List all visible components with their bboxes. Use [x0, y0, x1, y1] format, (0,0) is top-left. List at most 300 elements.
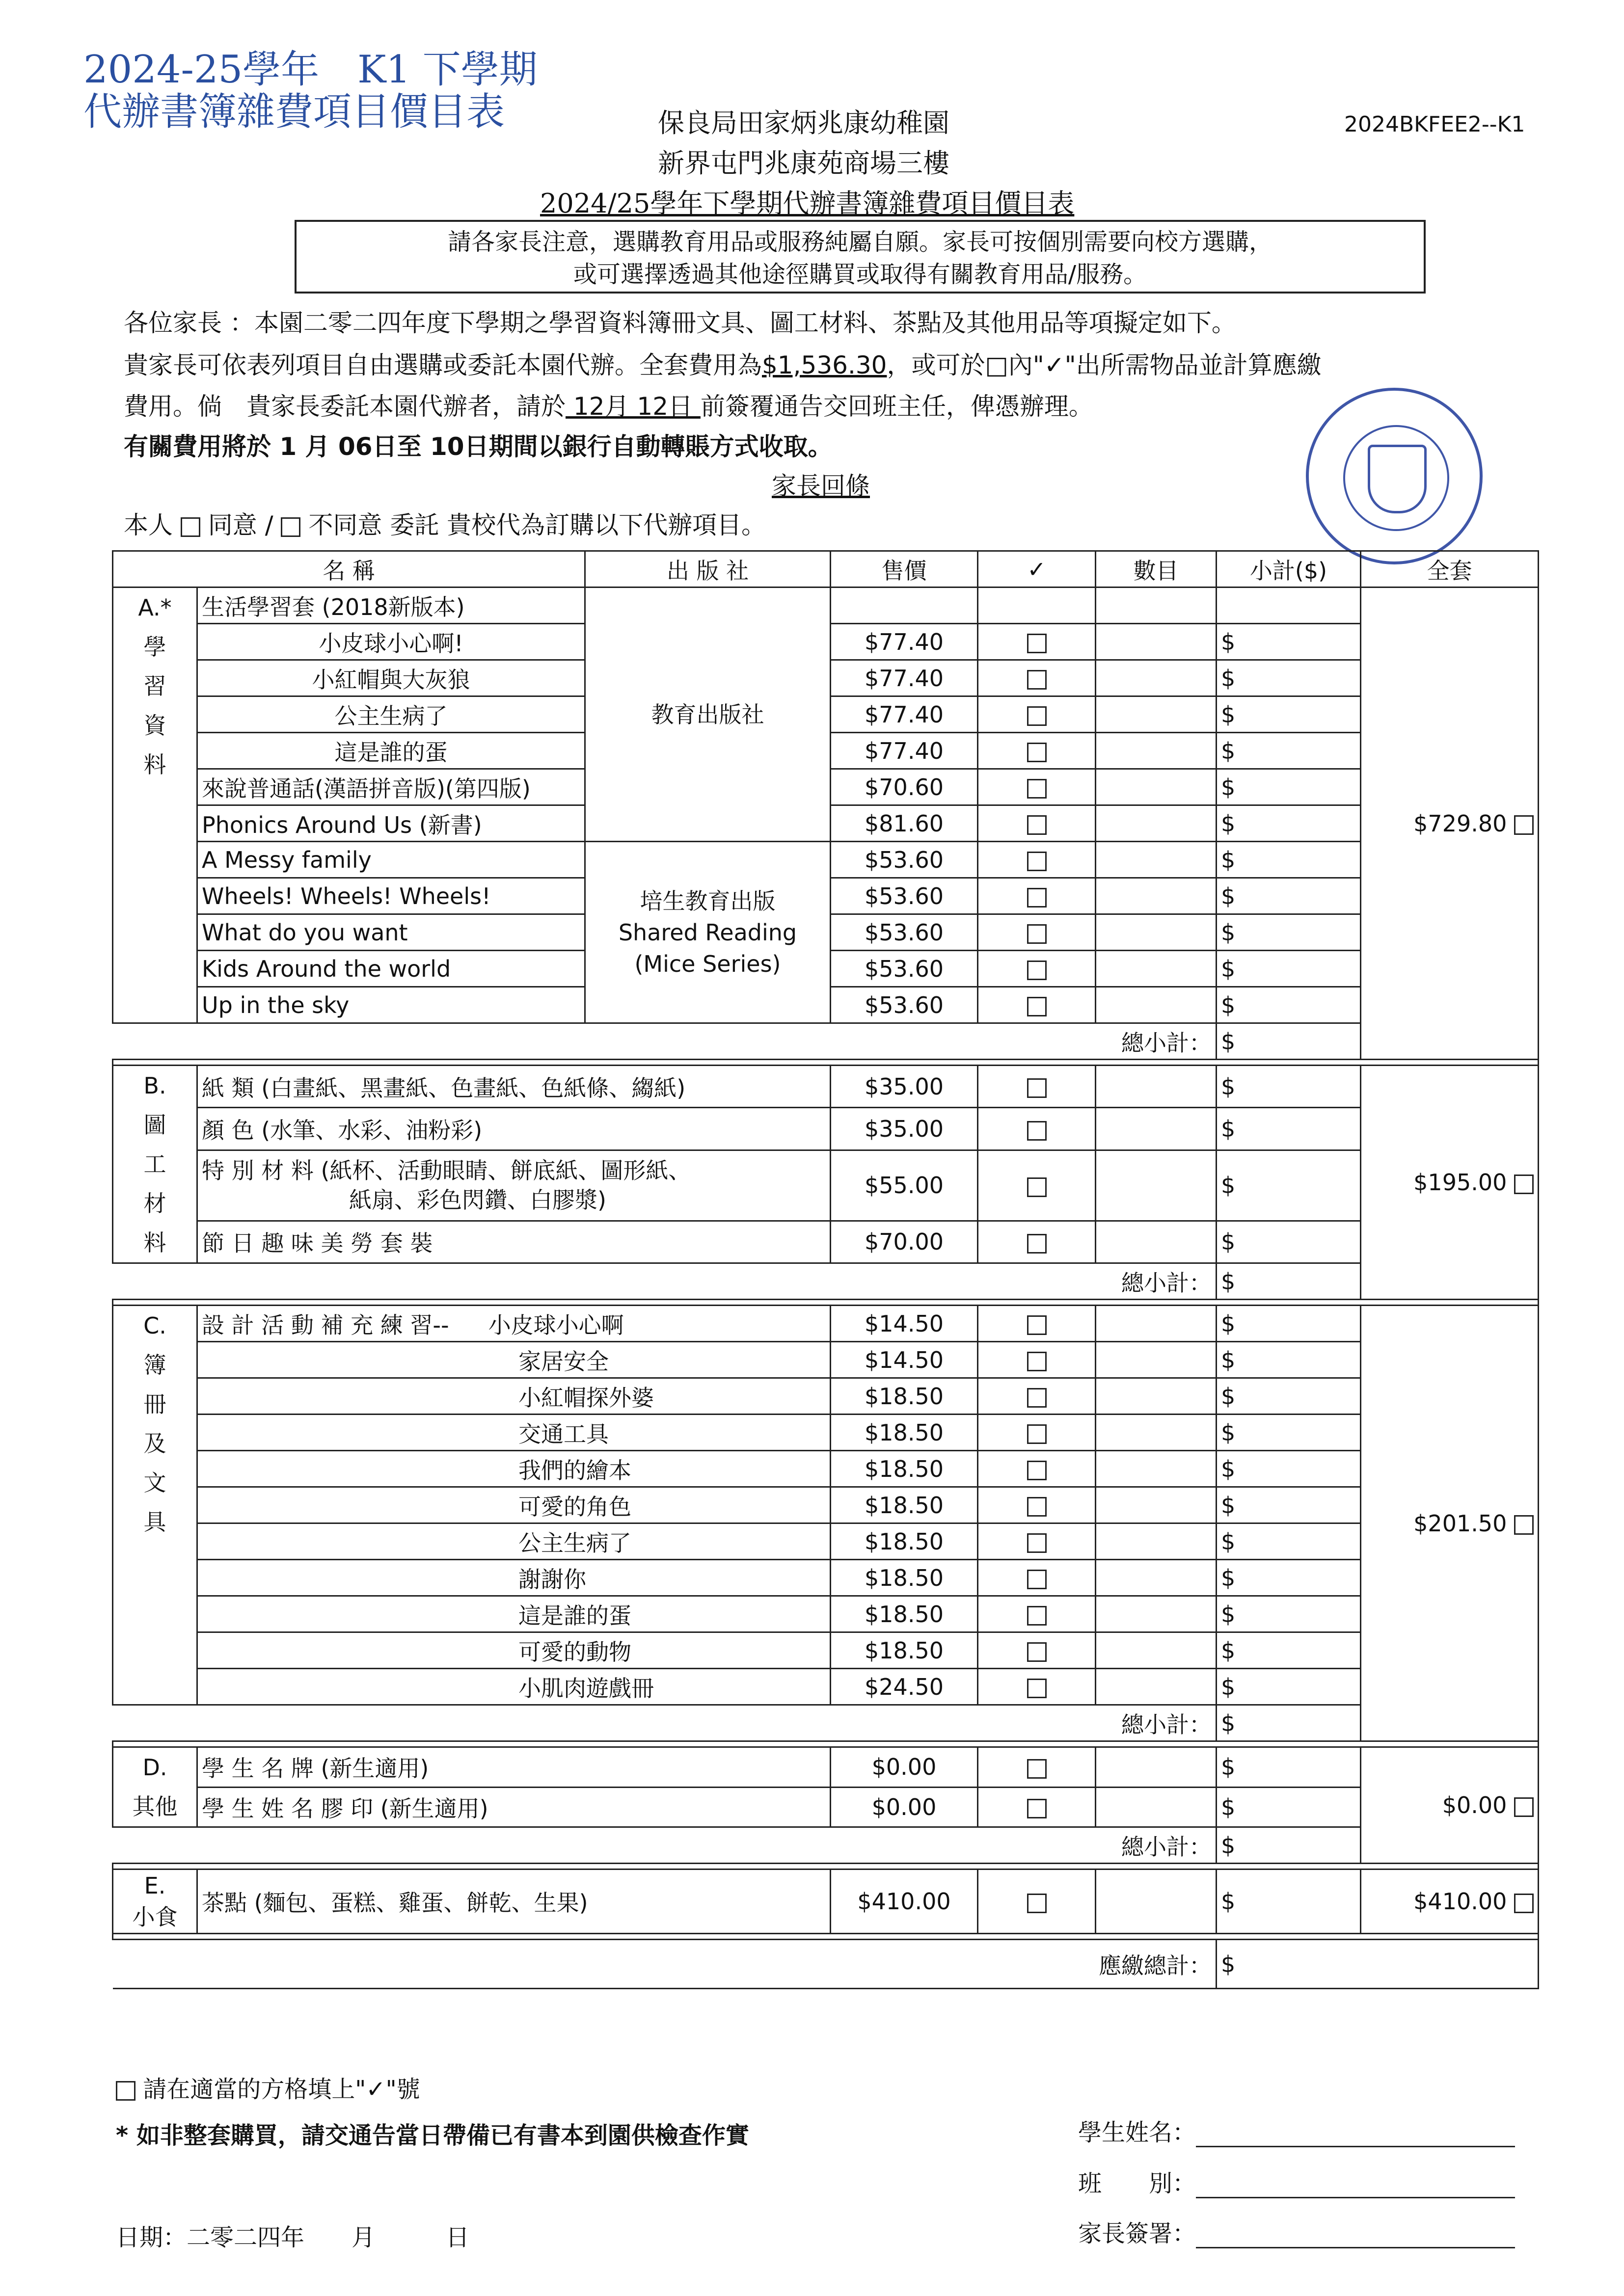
table-row	[113, 1632, 1539, 1669]
item-name	[197, 1487, 831, 1523]
full-set-price: $201.50	[1413, 1510, 1514, 1537]
consent-line	[124, 506, 766, 541]
item-name: 學 生 名 牌 (新生適用)	[197, 1747, 831, 1788]
para-1: 各位家長 ：本園二零二四年度下學期之學習資料簿冊文具、圖工材料、茶點及其他用品等項擬定如下。	[124, 309, 1236, 337]
quantity-cell[interactable]	[1096, 1066, 1217, 1108]
subtotal-cell[interactable]: $	[1217, 733, 1361, 769]
check-cell	[978, 805, 1096, 842]
header-publisher: 出 版 社	[585, 551, 831, 587]
item-checkbox[interactable]	[1027, 1894, 1047, 1913]
item-title: 這是誰的蛋	[518, 1602, 631, 1629]
price-cell: $77.40	[831, 696, 978, 733]
price-cell: $77.40	[831, 660, 978, 696]
item-title: 謝謝你	[518, 1566, 586, 1593]
item-name: 學 生 姓 名 膠 印 (新生適用)	[197, 1787, 831, 1827]
table-row	[113, 1747, 1539, 1788]
item-title: 家居安全	[518, 1348, 609, 1375]
parent-sign-label: 家長簽署：	[1078, 2220, 1196, 2247]
price-cell: $18.50	[831, 1560, 978, 1596]
gap-cell	[113, 1060, 1539, 1066]
price-cell: $18.50	[831, 1451, 978, 1487]
fee-table	[112, 550, 1539, 1989]
quantity-cell[interactable]	[1096, 1451, 1217, 1487]
quantity-cell[interactable]	[1096, 1108, 1217, 1150]
blank-cell	[1096, 587, 1217, 624]
table-row	[113, 1415, 1539, 1451]
price-cell: $18.50	[831, 1596, 978, 1632]
notice-line-2: 或可選擇透過其他途徑購買或取得有關教育用品/服務。	[573, 261, 1147, 288]
check-cell	[978, 624, 1096, 660]
student-name-label: 學生姓名：	[1078, 2119, 1196, 2146]
para-3	[124, 387, 1093, 422]
check-cell	[978, 1415, 1096, 1451]
item-name: Phonics Around Us (新書)	[197, 805, 585, 842]
item-checkbox[interactable]	[1027, 1461, 1047, 1480]
subtotal-row	[113, 1263, 1539, 1300]
school-name: 保良局田家炳兆康幼稚園	[658, 107, 949, 138]
publisher-2: 培生教育出版 Shared Reading (Mice Series)	[585, 842, 831, 1023]
subtotal-cell[interactable]: $	[1217, 1150, 1361, 1221]
check-cell	[978, 1487, 1096, 1523]
item-name	[197, 1669, 831, 1705]
section-subtotal-cell[interactable]: $	[1217, 1263, 1361, 1300]
section-e-full-set	[1361, 1869, 1539, 1934]
item-checkbox[interactable]	[1027, 888, 1047, 908]
item-name	[197, 1378, 831, 1415]
price-cell: $77.40	[831, 624, 978, 660]
price-cell: $18.50	[831, 1523, 978, 1560]
subtotal-cell[interactable]: $	[1217, 1306, 1361, 1342]
item-name	[197, 1560, 831, 1596]
item-name: 這是誰的蛋	[197, 733, 585, 769]
subtotal-cell[interactable]: $	[1217, 878, 1361, 914]
item-checkbox[interactable]	[1027, 1533, 1047, 1553]
check-cell	[978, 1523, 1096, 1560]
item-checkbox[interactable]	[1027, 743, 1047, 762]
subtotal-cell[interactable]: $	[1217, 1560, 1361, 1596]
full-set-checkbox[interactable]	[1514, 1515, 1534, 1535]
price-cell: $81.60	[831, 805, 978, 842]
item-checkbox[interactable]	[1027, 1352, 1047, 1371]
price-cell: $18.50	[831, 1378, 978, 1415]
item-checkbox[interactable]	[1027, 1234, 1047, 1254]
subtotal-cell[interactable]: $	[1217, 914, 1361, 951]
school-stamp	[1306, 388, 1483, 564]
price-cell: $70.60	[831, 769, 978, 805]
shield-icon	[1368, 445, 1427, 513]
quantity-cell[interactable]	[1096, 1221, 1217, 1263]
grand-total-cell[interactable]: $	[1217, 1940, 1539, 1989]
subtotal-label: 總小計：	[113, 1263, 1217, 1300]
grand-total-label: 應繳總計：	[113, 1940, 1217, 1989]
price-cell: $410.00	[831, 1869, 978, 1934]
check-cell	[978, 769, 1096, 805]
check-cell	[978, 1596, 1096, 1632]
table-row	[113, 842, 1539, 878]
item-checkbox[interactable]	[1027, 670, 1047, 690]
item-title: 交通工具	[518, 1420, 609, 1447]
quantity-cell[interactable]	[1096, 1632, 1217, 1669]
agree-label: 同意 /	[208, 511, 273, 539]
price-cell: $18.50	[831, 1415, 978, 1451]
item-checkbox[interactable]	[1027, 1570, 1047, 1589]
table-row	[113, 587, 1539, 624]
section-gap	[113, 1060, 1539, 1066]
item-checkbox[interactable]	[1027, 1388, 1047, 1408]
parent-sign-field[interactable]	[1196, 2222, 1515, 2248]
subtotal-cell[interactable]: $	[1217, 1415, 1361, 1451]
quantity-cell[interactable]	[1096, 1596, 1217, 1632]
price-cell: $0.00	[831, 1747, 978, 1788]
quantity-cell[interactable]	[1096, 769, 1217, 805]
subtotal-label: 總小計：	[113, 1023, 1217, 1060]
item-checkbox[interactable]	[1027, 1424, 1047, 1444]
subtotal-cell[interactable]: $	[1217, 1221, 1361, 1263]
check-cell	[978, 1306, 1096, 1342]
subtotal-row	[113, 1023, 1539, 1060]
item-name: 公主生病了	[197, 696, 585, 733]
price-cell: $14.50	[831, 1306, 978, 1342]
quantity-cell[interactable]	[1096, 1342, 1217, 1378]
item-checkbox[interactable]	[1027, 1679, 1047, 1698]
footnote-check	[116, 2070, 420, 2104]
disagree-label: 不同意 委託 貴校代為訂購以下代辦項目。	[308, 511, 766, 539]
table-row	[113, 1221, 1539, 1263]
item-name: 來說普通話(漢語拼音版)(第四版)	[197, 769, 585, 805]
gap-cell	[113, 1300, 1539, 1306]
quantity-cell[interactable]	[1096, 914, 1217, 951]
check-cell	[978, 1066, 1096, 1108]
table-row	[113, 1787, 1539, 1827]
subtotal-row	[113, 1705, 1539, 1741]
grand-total-row	[113, 1940, 1539, 1989]
consent-prefix: 本人	[124, 511, 173, 539]
publisher-1: 教育出版社	[585, 587, 831, 842]
item-name: Up in the sky	[197, 987, 585, 1023]
quantity-cell[interactable]	[1096, 878, 1217, 914]
parent-sign-row	[1078, 2215, 1515, 2248]
table-row	[113, 1596, 1539, 1632]
subtotal-cell[interactable]: $	[1217, 1787, 1361, 1827]
check-cell	[978, 878, 1096, 914]
subtotal-cell[interactable]: $	[1217, 1669, 1361, 1705]
item-prefix: 設 計 活 動 補 充 練 習--	[202, 1311, 449, 1338]
quantity-cell[interactable]	[1096, 1787, 1217, 1827]
quantity-cell[interactable]	[1096, 660, 1217, 696]
item-name	[197, 1306, 831, 1342]
subtotal-cell[interactable]: $	[1217, 1378, 1361, 1415]
subtotal-cell[interactable]: $	[1217, 1108, 1361, 1150]
check-cell	[978, 914, 1096, 951]
quantity-cell[interactable]	[1096, 1487, 1217, 1523]
item-name: 小紅帽與大灰狼	[197, 660, 585, 696]
price-cell: $53.60	[831, 951, 978, 987]
gap-cell	[113, 1741, 1539, 1747]
full-set-checkbox[interactable]	[1514, 1894, 1534, 1913]
quantity-cell[interactable]	[1096, 842, 1217, 878]
item-checkbox[interactable]	[1027, 706, 1047, 726]
subtotal-cell[interactable]: $	[1217, 1451, 1361, 1487]
item-checkbox[interactable]	[1027, 997, 1047, 1016]
item-checkbox[interactable]	[1027, 1121, 1047, 1141]
quantity-cell[interactable]	[1096, 805, 1217, 842]
gap-cell	[113, 1864, 1539, 1869]
section-c-label: C. 簿 冊 及 文 具	[113, 1306, 197, 1705]
check-cell	[978, 1342, 1096, 1378]
full-set-price: $0.00	[1442, 1792, 1514, 1818]
check-cell	[978, 1451, 1096, 1487]
agree-checkbox[interactable]	[181, 517, 200, 537]
para-3-a: 費用。倘 貴家長委託本園代辦者，請於	[124, 392, 566, 421]
table-row	[113, 1487, 1539, 1523]
header-name: 名 稱	[113, 551, 585, 587]
class-field[interactable]	[1196, 2172, 1515, 2198]
item-name-cont: 紙扇、彩色閃鑽、白膠漿)	[349, 1187, 606, 1214]
full-set-price: $410.00	[1413, 1888, 1514, 1915]
return-date: 12月 12日	[566, 392, 701, 421]
subtotal-row	[113, 1827, 1539, 1864]
check-cell	[978, 696, 1096, 733]
item-checkbox[interactable]	[1027, 1497, 1047, 1517]
quantity-cell[interactable]	[1096, 1747, 1217, 1788]
item-checkbox[interactable]	[1027, 1799, 1047, 1818]
item-name: 小皮球小心啊!	[197, 624, 585, 660]
item-checkbox[interactable]	[1027, 815, 1047, 835]
table-row	[113, 1306, 1539, 1342]
section-c-full-set	[1361, 1306, 1539, 1741]
reply-title: 家長回條	[772, 472, 870, 500]
table-row	[113, 1669, 1539, 1705]
section-e-label: E. 小食	[113, 1869, 197, 1934]
item-title: 可愛的角色	[518, 1493, 631, 1520]
subtotal-cell[interactable]: $	[1217, 1342, 1361, 1378]
section-subtotal-cell[interactable]: $	[1217, 1705, 1361, 1741]
quantity-cell[interactable]	[1096, 624, 1217, 660]
header-full-set: 全套	[1361, 551, 1539, 587]
table-row	[113, 1150, 1539, 1221]
table-row	[113, 1342, 1539, 1378]
subtotal-cell[interactable]: $	[1217, 1523, 1361, 1560]
price-cell: $53.60	[831, 842, 978, 878]
item-title: 公主生病了	[518, 1529, 631, 1556]
table-row	[113, 1869, 1539, 1934]
para-2-b: ，或可於□內"✓"出所需物品並計算應繳	[887, 351, 1322, 379]
quantity-cell[interactable]	[1096, 1669, 1217, 1705]
section-a-full-set	[1361, 587, 1539, 1060]
price-cell: $14.50	[831, 1342, 978, 1378]
full-set-checkbox[interactable]	[1514, 815, 1534, 835]
price-cell: $24.50	[831, 1669, 978, 1705]
item-checkbox[interactable]	[1027, 924, 1047, 944]
quantity-cell[interactable]	[1096, 1560, 1217, 1596]
item-name: Wheels! Wheels! Wheels!	[197, 878, 585, 914]
date-label: 日期：二零二四年 月 日	[116, 2224, 470, 2251]
quantity-cell[interactable]	[1096, 951, 1217, 987]
student-name-field[interactable]	[1196, 2121, 1515, 2147]
item-title: 可愛的動物	[518, 1638, 631, 1665]
para-4: 有關費用將於 1 月 06日至 10日期間以銀行自動轉賬方式收取。	[124, 432, 833, 461]
disagree-checkbox[interactable]	[281, 517, 300, 537]
quantity-cell[interactable]	[1096, 987, 1217, 1023]
item-title: 小肌肉遊戲冊	[518, 1675, 654, 1702]
section-b-label: B. 圖 工 材 料	[113, 1066, 197, 1263]
subtotal-cell[interactable]: $	[1217, 951, 1361, 987]
price-cell: $53.60	[831, 878, 978, 914]
table-row	[113, 1560, 1539, 1596]
quantity-cell[interactable]	[1096, 1523, 1217, 1560]
section-b-full-set	[1361, 1066, 1539, 1300]
subtotal-cell[interactable]: $	[1217, 660, 1361, 696]
header-check: ✓	[978, 551, 1096, 587]
subtotal-cell[interactable]: $	[1217, 805, 1361, 842]
group-title: 生活學習套 (2018新版本)	[197, 587, 585, 624]
section-gap	[113, 1934, 1539, 1940]
blank-cell	[978, 587, 1096, 624]
item-name	[197, 1523, 831, 1560]
subtotal-cell[interactable]: $	[1217, 1066, 1361, 1108]
item-checkbox[interactable]	[1027, 1606, 1047, 1626]
quantity-cell[interactable]	[1096, 1306, 1217, 1342]
footnote-star: * 如非整套購買，請交通告當日帶備已有書本到園供檢查作實	[116, 2122, 749, 2149]
item-checkbox[interactable]	[1027, 1759, 1047, 1779]
student-name-row	[1078, 2113, 1515, 2147]
section-gap	[113, 1741, 1539, 1747]
check-cell	[978, 733, 1096, 769]
check-cell	[978, 1378, 1096, 1415]
quantity-cell[interactable]	[1096, 733, 1217, 769]
check-cell	[978, 1632, 1096, 1669]
subtotal-cell[interactable]: $	[1217, 1487, 1361, 1523]
blank-cell	[1217, 587, 1361, 624]
price-cell: $35.00	[831, 1066, 978, 1108]
title-line-2: 代辦書簿雜費項目價目表	[83, 90, 505, 134]
item-name: 顏 色 (水筆、水彩、油粉彩)	[197, 1108, 831, 1150]
item-title: 小皮球小心啊	[488, 1311, 624, 1338]
full-set-price: $195.00	[1413, 1169, 1514, 1196]
item-name: 特 別 材 料 (紙杯、活動眼睛、餅底紙、圖形紙、 紙扇、彩色閃鑽、白膠漿)	[197, 1150, 831, 1221]
item-checkbox[interactable]	[1027, 1315, 1047, 1335]
section-d-full-set	[1361, 1747, 1539, 1864]
item-checkbox[interactable]	[1027, 1078, 1047, 1098]
quantity-cell[interactable]	[1096, 1869, 1217, 1934]
section-subtotal-cell[interactable]: $	[1217, 1827, 1361, 1864]
item-title: 我們的繪本	[518, 1457, 631, 1484]
doc-code: 2024BKFEE2--K1	[1344, 112, 1525, 137]
subtotal-cell[interactable]: $	[1217, 987, 1361, 1023]
para-2-a: 貴家長可依表列項目自由選購或委託本園代辦。全套費用為	[124, 351, 762, 379]
class-label: 班 別：	[1078, 2170, 1196, 2197]
table-row	[113, 1108, 1539, 1150]
subtotal-cell[interactable]: $	[1217, 696, 1361, 733]
subtotal-cell[interactable]: $	[1217, 1869, 1361, 1934]
section-subtotal-cell[interactable]: $	[1217, 1023, 1361, 1060]
item-checkbox[interactable]	[1027, 779, 1047, 799]
price-cell: $18.50	[831, 1487, 978, 1523]
blank-cell	[831, 587, 978, 624]
item-name: 茶點 (麵包、蛋糕、雞蛋、餅乾、生果)	[197, 1869, 831, 1934]
subtotal-label: 總小計：	[113, 1705, 1217, 1741]
price-cell: $18.50	[831, 1632, 978, 1669]
total-fee: $1,536.30	[762, 351, 887, 379]
check-cell	[978, 1560, 1096, 1596]
subtotal-cell[interactable]: $	[1217, 769, 1361, 805]
subtotal-cell[interactable]: $	[1217, 624, 1361, 660]
full-set-price: $729.80	[1413, 810, 1514, 837]
gap-cell	[113, 1934, 1539, 1940]
price-cell: $77.40	[831, 733, 978, 769]
item-title: 小紅帽探外婆	[518, 1384, 654, 1411]
title-line-1: 2024-25學年 K1 下學期	[83, 48, 538, 92]
price-cell: $53.60	[831, 987, 978, 1023]
subtotal-cell[interactable]: $	[1217, 1632, 1361, 1669]
check-cell	[978, 1150, 1096, 1221]
notice-box	[295, 220, 1426, 294]
table-header-row	[113, 551, 1539, 587]
price-cell: $35.00	[831, 1108, 978, 1150]
notice-line-1: 請各家長注意，選購教育用品或服務純屬自願。家長可按個別需要向校方選購，	[447, 228, 1272, 256]
quantity-cell[interactable]	[1096, 1415, 1217, 1451]
quantity-cell[interactable]	[1096, 1378, 1217, 1415]
item-checkbox[interactable]	[1027, 961, 1047, 980]
school-address: 新界屯門兆康苑商場三樓	[658, 148, 949, 179]
item-checkbox[interactable]	[1027, 1177, 1047, 1197]
check-cell	[978, 1669, 1096, 1705]
item-checkbox[interactable]	[1027, 1642, 1047, 1662]
full-set-checkbox[interactable]	[1514, 1175, 1534, 1194]
class-row	[1078, 2164, 1515, 2198]
section-a-label: A.* 學 習 資 料	[113, 587, 197, 1023]
item-name	[197, 1415, 831, 1451]
item-name: 紙 類 (白畫紙、黑畫紙、色畫紙、色紙條、縐紙)	[197, 1066, 831, 1108]
check-cell	[978, 1869, 1096, 1934]
check-cell	[978, 1108, 1096, 1150]
check-cell	[978, 951, 1096, 987]
legend-checkbox	[116, 2081, 135, 2101]
subtotal-cell[interactable]: $	[1217, 1596, 1361, 1632]
section-gap	[113, 1300, 1539, 1306]
check-cell	[978, 1221, 1096, 1263]
check-cell	[978, 1747, 1096, 1788]
quantity-cell[interactable]	[1096, 1150, 1217, 1221]
check-cell	[978, 1787, 1096, 1827]
price-cell: $0.00	[831, 1787, 978, 1827]
table-row	[113, 1451, 1539, 1487]
quantity-cell[interactable]	[1096, 696, 1217, 733]
check-cell	[978, 842, 1096, 878]
subtotal-label: 總小計：	[113, 1827, 1217, 1864]
footnote-check-text: 請在適當的方格填上"✓"號	[143, 2076, 420, 2103]
item-name	[197, 1596, 831, 1632]
item-name: Kids Around the world	[197, 951, 585, 987]
table-row	[113, 1378, 1539, 1415]
full-set-checkbox[interactable]	[1514, 1797, 1534, 1817]
item-checkbox[interactable]	[1027, 852, 1047, 871]
subtotal-cell[interactable]: $	[1217, 842, 1361, 878]
item-name	[197, 1342, 831, 1378]
price-cell: $70.00	[831, 1221, 978, 1263]
item-name: What do you want	[197, 914, 585, 951]
item-name	[197, 1451, 831, 1487]
table-row	[113, 1066, 1539, 1108]
para-3-b: 前簽覆通告交回班主任，俾憑辦理。	[700, 392, 1093, 421]
check-cell	[978, 987, 1096, 1023]
item-checkbox[interactable]	[1027, 634, 1047, 653]
para-2	[124, 346, 1322, 381]
subtotal-cell[interactable]: $	[1217, 1747, 1361, 1788]
table-row	[113, 1523, 1539, 1560]
header-price: 售價	[831, 551, 978, 587]
item-name	[197, 1632, 831, 1669]
